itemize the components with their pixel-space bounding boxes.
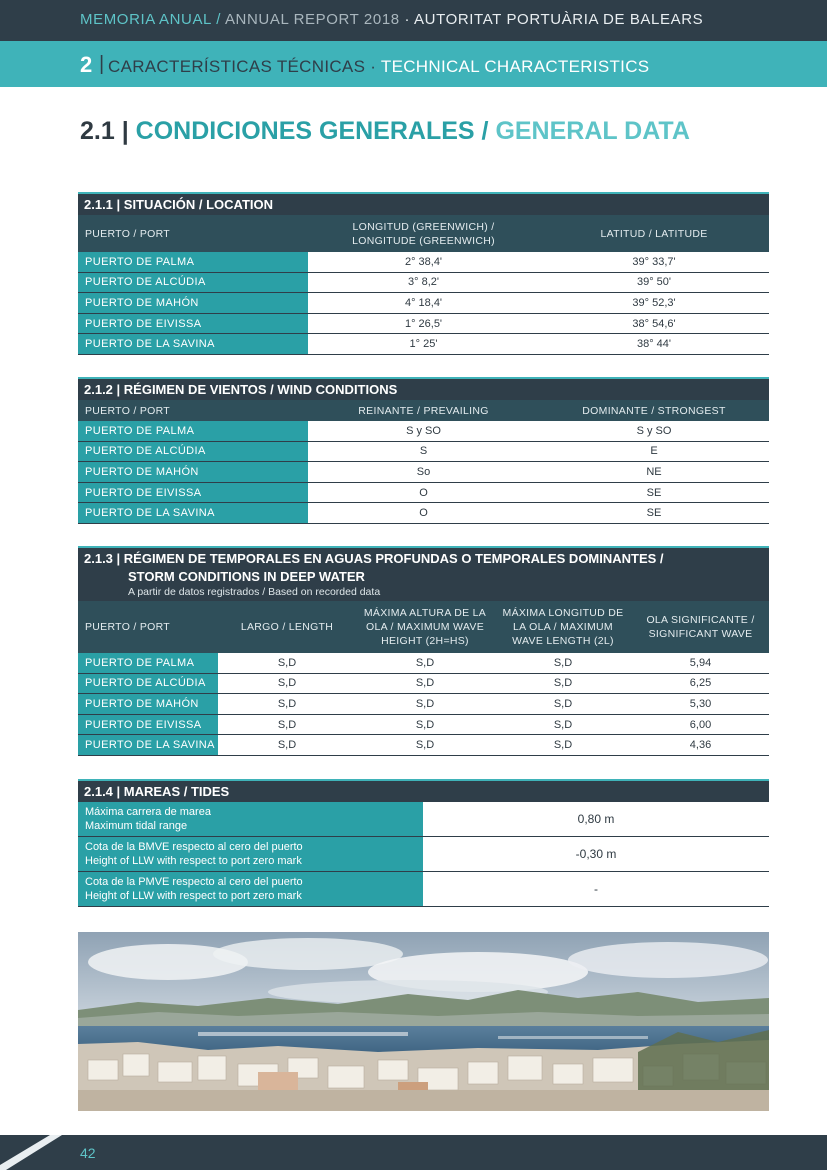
storms-value-cell: 6,00 xyxy=(689,718,712,731)
tides-row-label-en: Maximum tidal range xyxy=(85,820,188,832)
winds-row xyxy=(78,462,769,483)
harbour-panorama-illustration xyxy=(78,932,769,1111)
location-value-cell: 3° 8,2' xyxy=(408,276,439,289)
tides-row-label xyxy=(78,837,423,871)
location-port-label: PUERTO DE PALMA xyxy=(78,252,308,272)
storms-value-cell: S,D xyxy=(553,697,573,710)
storms-title-line2: STORM CONDITIONS IN DEEP WATER xyxy=(128,569,365,584)
storms-title-line1: 2.1.3 | RÉGIMEN DE TEMPORALES EN AGUAS PROFUNDAS O TEMPORALES DOMINANTES / xyxy=(84,551,664,566)
tides-table-title: 2.1.4 | MAREAS / TIDES xyxy=(84,784,230,799)
storms-value-cell: S,D xyxy=(553,739,573,752)
storms-value-cell: 5,94 xyxy=(689,656,712,669)
tides-row-label xyxy=(78,872,423,906)
location-value-cell: 39° 52,3' xyxy=(632,296,676,309)
storms-header-significant: OLA SIGNIFICANTE / SIGNIFICANT WAVE xyxy=(646,614,755,640)
winds-value-cell: NE xyxy=(646,465,662,478)
storms-subtitle: A partir de datos registrados / Based on recorded data xyxy=(128,586,381,598)
tides-row-value: -0,30 m xyxy=(575,847,617,861)
page-title-en: GENERAL DATA xyxy=(495,117,690,145)
winds-header-strongest: DOMINANTE / STRONGEST xyxy=(582,404,726,417)
location-value-cell: 39° 50' xyxy=(636,276,672,289)
winds-value-cell: SE xyxy=(646,486,662,499)
winds-row xyxy=(78,442,769,463)
winds-port-label: PUERTO DE PALMA xyxy=(78,421,308,441)
location-table-title-bar xyxy=(78,192,769,215)
location-value-cell: 1° 25' xyxy=(409,338,438,351)
tides-row-label-en: Height of LLW with respect to port zero mark xyxy=(85,855,302,867)
tides-row-label-es: Máxima carrera de marea xyxy=(85,806,211,818)
location-column-headers xyxy=(78,215,769,252)
winds-port-label: PUERTO DE ALCÚDIA xyxy=(78,442,308,462)
header-separator: · xyxy=(404,11,411,28)
storms-value-cell: S,D xyxy=(415,677,435,690)
header-memoria: MEMORIA ANUAL / xyxy=(80,11,221,28)
location-value-cell: 4° 18,4' xyxy=(404,296,443,309)
winds-port-label: PUERTO DE EIVISSA xyxy=(78,483,308,503)
winds-table-title-bar xyxy=(78,377,769,400)
tides-row-value: 0,80 m xyxy=(577,812,615,826)
winds-row xyxy=(78,503,769,524)
storms-value-cell: S,D xyxy=(277,739,297,752)
location-header-latitude: LATITUD / LATITUDE xyxy=(600,227,708,240)
winds-value-cell: S xyxy=(419,445,428,458)
storms-value-cell: S,D xyxy=(277,656,297,669)
tides-row xyxy=(78,872,769,907)
header-authority: AUTORITAT PORTUÀRIA DE BALEARS xyxy=(414,11,704,28)
page-number: 42 xyxy=(80,1145,96,1161)
storms-header-max-length: MÁXIMA LONGITUD DE LA OLA / MAXIMUM WAVE LENGTH (2L) xyxy=(502,607,624,647)
storms-value-cell: 4,36 xyxy=(689,739,712,752)
report-header-bar xyxy=(0,0,827,41)
storms-header-length: LARGO / LENGTH xyxy=(240,621,334,633)
tides-table-title-bar xyxy=(78,779,769,802)
winds-port-label: PUERTO DE LA SAVINA xyxy=(78,503,308,523)
winds-header-port: PUERTO / PORT xyxy=(85,404,171,417)
storms-port-label: PUERTO DE ALCÚDIA xyxy=(78,674,218,694)
location-port-label: PUERTO DE EIVISSA xyxy=(78,314,308,334)
location-row xyxy=(78,252,769,273)
storms-value-cell: S,D xyxy=(415,718,435,731)
page-footer xyxy=(0,1135,827,1170)
location-value-cell: 38° 54,6' xyxy=(632,317,676,330)
location-row xyxy=(78,334,769,355)
storms-value-cell: 5,30 xyxy=(689,697,712,710)
winds-table-title: 2.1.2 | RÉGIMEN DE VIENTOS / WIND CONDITIONS xyxy=(84,382,398,397)
storms-header-max-height: MÁXIMA ALTURA DE LA OLA / MAXIMUM WAVE HEIGHT (2H=HS) xyxy=(363,607,487,647)
storms-value-cell: S,D xyxy=(277,697,297,710)
location-value-cell: 38° 44' xyxy=(636,338,672,351)
storms-rows xyxy=(78,653,769,756)
winds-table xyxy=(78,377,769,524)
storms-table xyxy=(78,546,769,756)
tides-row-label-es: Cota de la PMVE respecto al cero del puerto xyxy=(85,876,303,888)
page-title xyxy=(80,117,690,146)
section-pipe: | xyxy=(99,53,105,75)
winds-row xyxy=(78,483,769,504)
winds-header-prevailing: REINANTE / PREVAILING xyxy=(358,404,489,417)
footer-diagonal-stripe xyxy=(0,1135,80,1170)
location-value-cell: 2° 38,4' xyxy=(404,255,443,268)
storms-row xyxy=(78,735,769,756)
tides-row-label xyxy=(78,802,423,836)
page-title-es: CONDICIONES GENERALES / xyxy=(135,117,489,145)
storms-column-headers xyxy=(78,601,769,653)
storms-value-cell: S,D xyxy=(553,718,573,731)
location-table-title: 2.1.1 | SITUACIÓN / LOCATION xyxy=(84,197,274,212)
storms-value-cell: S,D xyxy=(553,656,573,669)
storms-value-cell: 6,25 xyxy=(689,677,712,690)
location-port-label: PUERTO DE ALCÚDIA xyxy=(78,273,308,293)
storms-port-label: PUERTO DE MAHÓN xyxy=(78,694,218,714)
location-row xyxy=(78,293,769,314)
winds-row xyxy=(78,421,769,442)
storms-value-cell: S,D xyxy=(277,718,297,731)
location-header-longitude-text: LONGITUD (GREENWICH) / LONGITUDE (GREENWICH) xyxy=(352,220,495,247)
winds-value-cell: O xyxy=(419,486,428,499)
harbour-panorama-photo xyxy=(78,932,769,1111)
section-bar xyxy=(0,41,827,87)
location-table xyxy=(78,192,769,355)
tides-row-label-en: Height of LLW with respect to port zero mark xyxy=(85,890,302,902)
winds-value-cell: E xyxy=(650,445,658,458)
winds-rows xyxy=(78,421,769,524)
section-number: 2 xyxy=(80,52,93,77)
winds-value-cell: SE xyxy=(646,507,662,520)
location-rows xyxy=(78,252,769,355)
storms-value-cell: S,D xyxy=(277,677,297,690)
section-title-es: CARACTERÍSTICAS TÉCNICAS · xyxy=(108,57,377,76)
winds-value-cell: S y SO xyxy=(406,424,441,437)
storms-value-cell: S,D xyxy=(553,677,573,690)
location-value-cell: 39° 33,7' xyxy=(632,255,676,268)
storms-row xyxy=(78,715,769,736)
winds-value-cell: So xyxy=(416,465,431,478)
storms-row xyxy=(78,653,769,674)
location-row xyxy=(78,314,769,335)
page-title-number: 2.1 | xyxy=(80,117,129,145)
tides-row-label-es: Cota de la BMVE respecto al cero del puerto xyxy=(85,841,303,853)
location-port-label: PUERTO DE LA SAVINA xyxy=(78,334,308,354)
winds-port-label: PUERTO DE MAHÓN xyxy=(78,462,308,482)
winds-value-cell: S y SO xyxy=(636,424,672,437)
location-port-label: PUERTO DE MAHÓN xyxy=(78,293,308,313)
storms-row xyxy=(78,694,769,715)
section-title xyxy=(108,57,649,77)
storms-value-cell: S,D xyxy=(415,656,435,669)
storms-value-cell: S,D xyxy=(415,739,435,752)
storms-value-cell: S,D xyxy=(415,697,435,710)
tides-row-value: - xyxy=(594,882,598,896)
location-header-longitude xyxy=(308,215,539,252)
storms-table-title-bar xyxy=(78,546,769,601)
location-value-cell: 1° 26,5' xyxy=(404,317,443,330)
storms-header-port: PUERTO / PORT xyxy=(85,621,171,633)
header-annual-report: ANNUAL REPORT 2018 xyxy=(224,11,400,28)
location-header-port: PUERTO / PORT xyxy=(85,227,171,240)
storms-row xyxy=(78,674,769,695)
storms-port-label: PUERTO DE LA SAVINA xyxy=(78,735,218,755)
location-row xyxy=(78,273,769,294)
winds-value-cell: O xyxy=(419,507,428,520)
storms-port-label: PUERTO DE PALMA xyxy=(78,653,218,673)
section-title-en: TECHNICAL CHARACTERISTICS xyxy=(380,57,650,76)
tides-table xyxy=(78,779,769,907)
tides-row xyxy=(78,837,769,872)
storms-port-label: PUERTO DE EIVISSA xyxy=(78,715,218,735)
winds-column-headers xyxy=(78,400,769,421)
report-header-text xyxy=(80,11,703,28)
tides-row xyxy=(78,802,769,837)
